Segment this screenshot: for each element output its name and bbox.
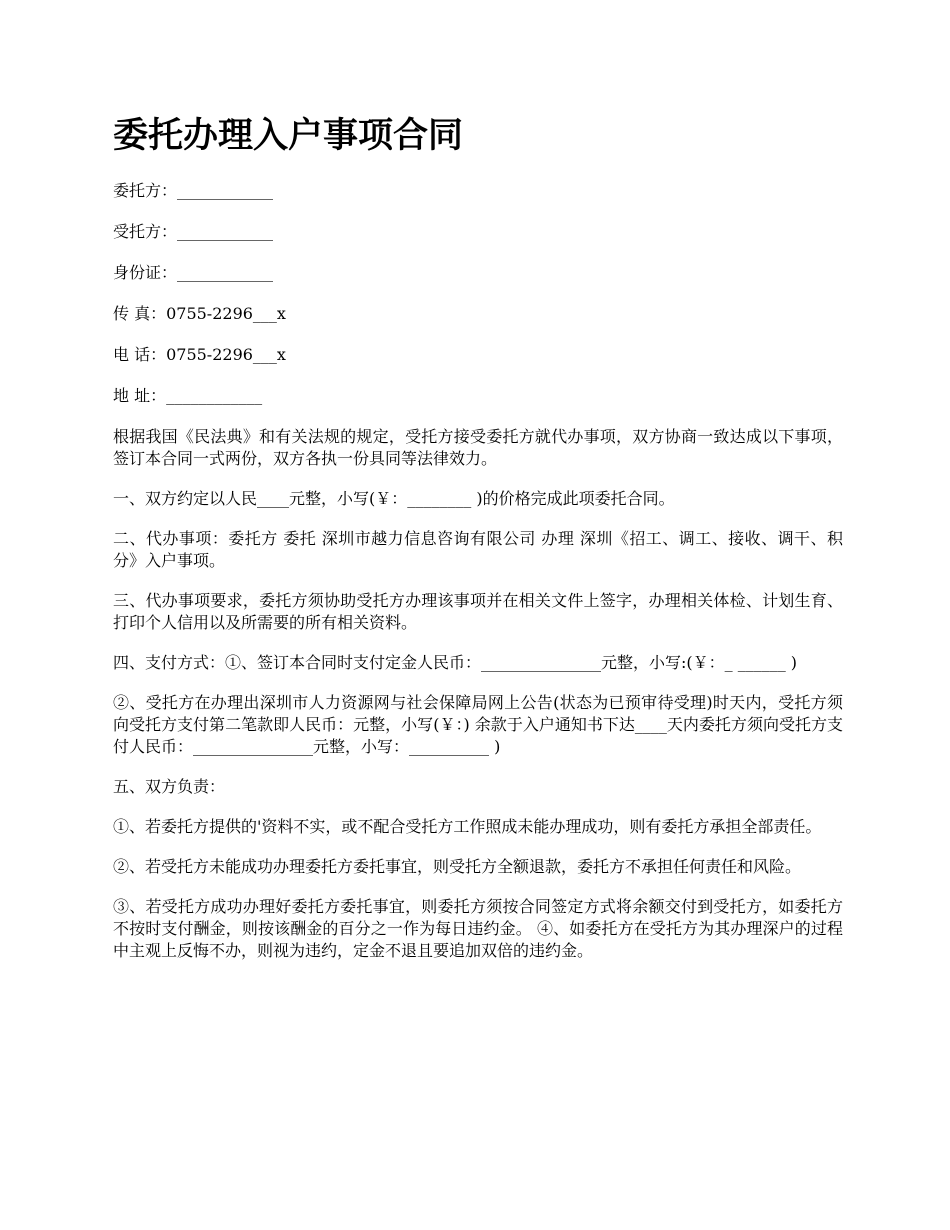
field-agent: 受托方：____________ [113,222,274,241]
paragraph-clause-2-matters: 二、代办事项：委托方 委托 深圳市越力信息咨询有限公司 办理 深圳《招工、调工、接收、调干、积分》入户事项。 [113,529,843,570]
paragraph-clause-1-price: 一、双方约定以人民____元整，小写(￥：________ )的价格完成此项委托合同。 [113,489,675,508]
document-title: 委托办理入户事项合同 [113,115,464,156]
field-client: 委托方：____________ [113,181,274,200]
document-page [113,112,843,980]
field-address: 地 址：____________ [113,386,263,405]
paragraph-clause-5-heading: 五、双方负责： [113,777,226,796]
paragraph-clause-5-item-1: ①、若委托方提供的'资料不实，或不配合受托方工作照成未能办理成功，则有委托方承担全部责任。 [113,817,822,836]
paragraph-clause-4-payment: 四、支付方式：①、签订本合同时支付定金人民币：_______________元整，小写:(￥：_ ______ ) [113,653,798,672]
paragraph-clause-3-requirements: 三、代办事项要求，委托方须协助受托方办理该事项并在相关文件上签字，办理相关体检、计划生育、打印个人信用以及所需要的所有相关资料。 [113,591,843,632]
field-id-number: 身份证：____________ [113,263,274,282]
paragraph-clause-5-item-2: ②、若受托方未能成功办理委托方委托事宜，则受托方全额退款，委托方不承担任何责任和风险。 [113,857,802,876]
field-fax: 传 真：0755-2296___x [113,304,286,323]
paragraph-clause-5-item-3: ③、若受托方成功办理好委托方委托事宜，则委托方须按合同签定方式将余额交付到受托方，如委托方不按时支付酬金，则按该酬金的百分之一作为每日违约金。 ④、如委托方在受托方为其办理深户的过程中主观上反悔不办，则视为违约，定金不退且要追加双倍的违约金。 [113,897,843,960]
paragraph-preamble: 根据我国《民法典》和有关法规的规定，受托方接受委托方就代办事项，双方协商一致达成以下事项，签订本合同一式两份，双方各执一份具同等法律效力。 [113,427,843,468]
field-phone: 电 话：0755-2296___x [113,345,286,364]
paragraph-clause-4-second-payment: ②、受托方在办理出深圳市人力资源网与社会保障局网上公告(状态为已预审待受理)时天内，受托方须向受托方支付第二笔款即人民币：元整，小写(￥：) 余款于入户通知书下达____天内委托方须向受托方支付人民币：_______________元整，小写：__________ ) [113,693,843,756]
